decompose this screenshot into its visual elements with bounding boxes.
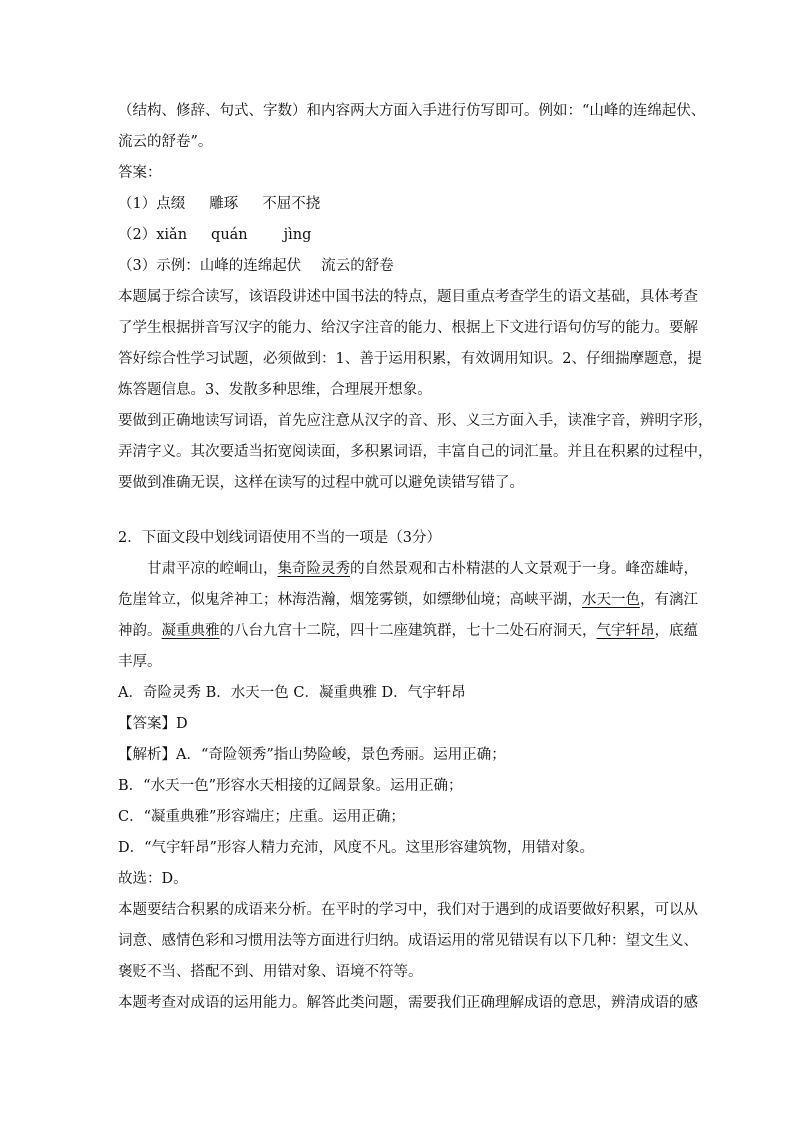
underlined-term: 凝重典雅 xyxy=(161,623,220,639)
answer-pinyin: quán xyxy=(211,227,248,243)
paragraph-line: 褒贬不当、搭配不到、用错对象、语境不符等。 xyxy=(118,964,423,980)
passage-text: 的八台九宫十二院，四十二座建筑群，七十二处石府洞天， xyxy=(219,623,597,639)
answer-phrase: 流云的舒卷 xyxy=(321,258,394,274)
paragraph-line: 了学生根据拼音写汉字的能力、给汉字注音的能力、根据上下文进行语句仿写的能力。要解 xyxy=(118,320,698,336)
answer-number: （3） xyxy=(118,258,157,274)
paragraph-line: 流云的舒卷”。 xyxy=(118,134,213,150)
passage-line: 丰厚。 xyxy=(118,654,162,670)
answer-prefix: 示例： xyxy=(156,258,200,274)
document-page xyxy=(118,96,713,1019)
passage-text: ，有漓江 xyxy=(640,592,698,608)
passage-text: 甘肃平凉的崆峒山， xyxy=(147,561,278,577)
underlined-term: 集奇险灵秀 xyxy=(277,561,350,577)
analysis-line: B．“水天一色”形容水天相接的辽阔景象。运用正确； xyxy=(118,778,463,794)
answer-phrase: 山峰的连绵起伏 xyxy=(199,258,302,274)
answer-item-2 xyxy=(118,220,676,251)
answer-word: 雕琢 xyxy=(209,196,239,212)
paragraph-line: 答好综合性学习试题，必须做到：1、善于运用积累，有效调用知识。2、仔细揣摩题意，提 xyxy=(118,351,702,367)
choice-line: 故选：D。 xyxy=(118,871,188,887)
paragraph-line: 要做到正确地读写词语，首先应注意从汉字的音、形、义三方面入手，读准字音，辨明字形， xyxy=(118,413,713,429)
passage-text: ，底蕴 xyxy=(654,623,698,639)
answer-word: 不屈不挠 xyxy=(262,196,321,212)
passage-text: 神韵。 xyxy=(118,623,162,639)
passage-text: 危崖耸立，似鬼斧神工；林海浩瀚，烟笼雾锁，如缥缈仙境；高峡平湖， xyxy=(118,592,582,608)
paragraph-line: 本题要结合积累的成语来分析。在平时的学习中，我们对于遇到的成语要做好积累，可以从 xyxy=(118,902,698,918)
paragraph-line: 本题考查对成语的运用能力。解答此类问题，需要我们正确理解成语的意思，辨清成语的感 xyxy=(118,995,698,1011)
answer-item-3 xyxy=(118,251,676,282)
underlined-term: 水天一色 xyxy=(582,592,640,608)
analysis-line: 【解析】A．“奇险领秀”指山势险峻，景色秀丽。运用正确； xyxy=(118,747,506,763)
passage-line xyxy=(118,585,698,616)
question-answer: 【答案】D xyxy=(118,716,188,732)
passage-text: 的自然景观和古朴精湛的人文景观于一身。峰峦雄峙， xyxy=(350,561,698,577)
underlined-term: 气宇轩昂 xyxy=(596,623,655,639)
passage-line xyxy=(118,554,698,585)
section-gap xyxy=(118,499,676,523)
analysis-line: C．“凝重典雅”形容端庄；庄重。运用正确； xyxy=(118,809,405,825)
answer-pinyin: jìng xyxy=(283,227,312,243)
analysis-line: D．“气宇轩昂”形容人精力充沛，风度不凡。这里形容建筑物，用错对象。 xyxy=(118,840,594,856)
answer-pinyin: xiǎn xyxy=(156,227,188,243)
paragraph-line: 炼答题信息。3、发散多种思维，合理展开想象。 xyxy=(118,382,432,398)
question-title: 2．下面文段中划线词语使用不当的一项是（3分） xyxy=(118,530,441,546)
answer-number: （2） xyxy=(118,227,157,243)
answer-number: （1） xyxy=(118,196,157,212)
paragraph-line: （结构、修辞、句式、字数）和内容两大方面入手进行仿写即可。例如：“山峰的连绵起伏、 xyxy=(118,103,706,119)
paragraph-line: 本题属于综合读写，该语段讲述中国书法的特点，题目重点考查学生的语文基础，具体考查 xyxy=(118,289,698,305)
question-options: A．奇险灵秀 B．水天一色 C．凝重典雅 D．气宇轩昂 xyxy=(118,685,466,701)
answer-item-1 xyxy=(118,189,676,220)
passage-line xyxy=(118,616,698,647)
paragraph-line: 要做到准确无误，这样在读写的过程中就可以避免读错写错了。 xyxy=(118,475,524,491)
paragraph-line: 词意、感情色彩和习惯用法等方面进行归纳。成语运用的常见错误有以下几种：望文生义、 xyxy=(118,933,698,949)
answer-label: 答案： xyxy=(118,165,162,181)
paragraph-line: 弄清字义。其次要适当拓宽阅读面，多积累词语，丰富自己的词汇量。并且在积累的过程中， xyxy=(118,444,713,460)
answer-word: 点缀 xyxy=(156,196,186,212)
